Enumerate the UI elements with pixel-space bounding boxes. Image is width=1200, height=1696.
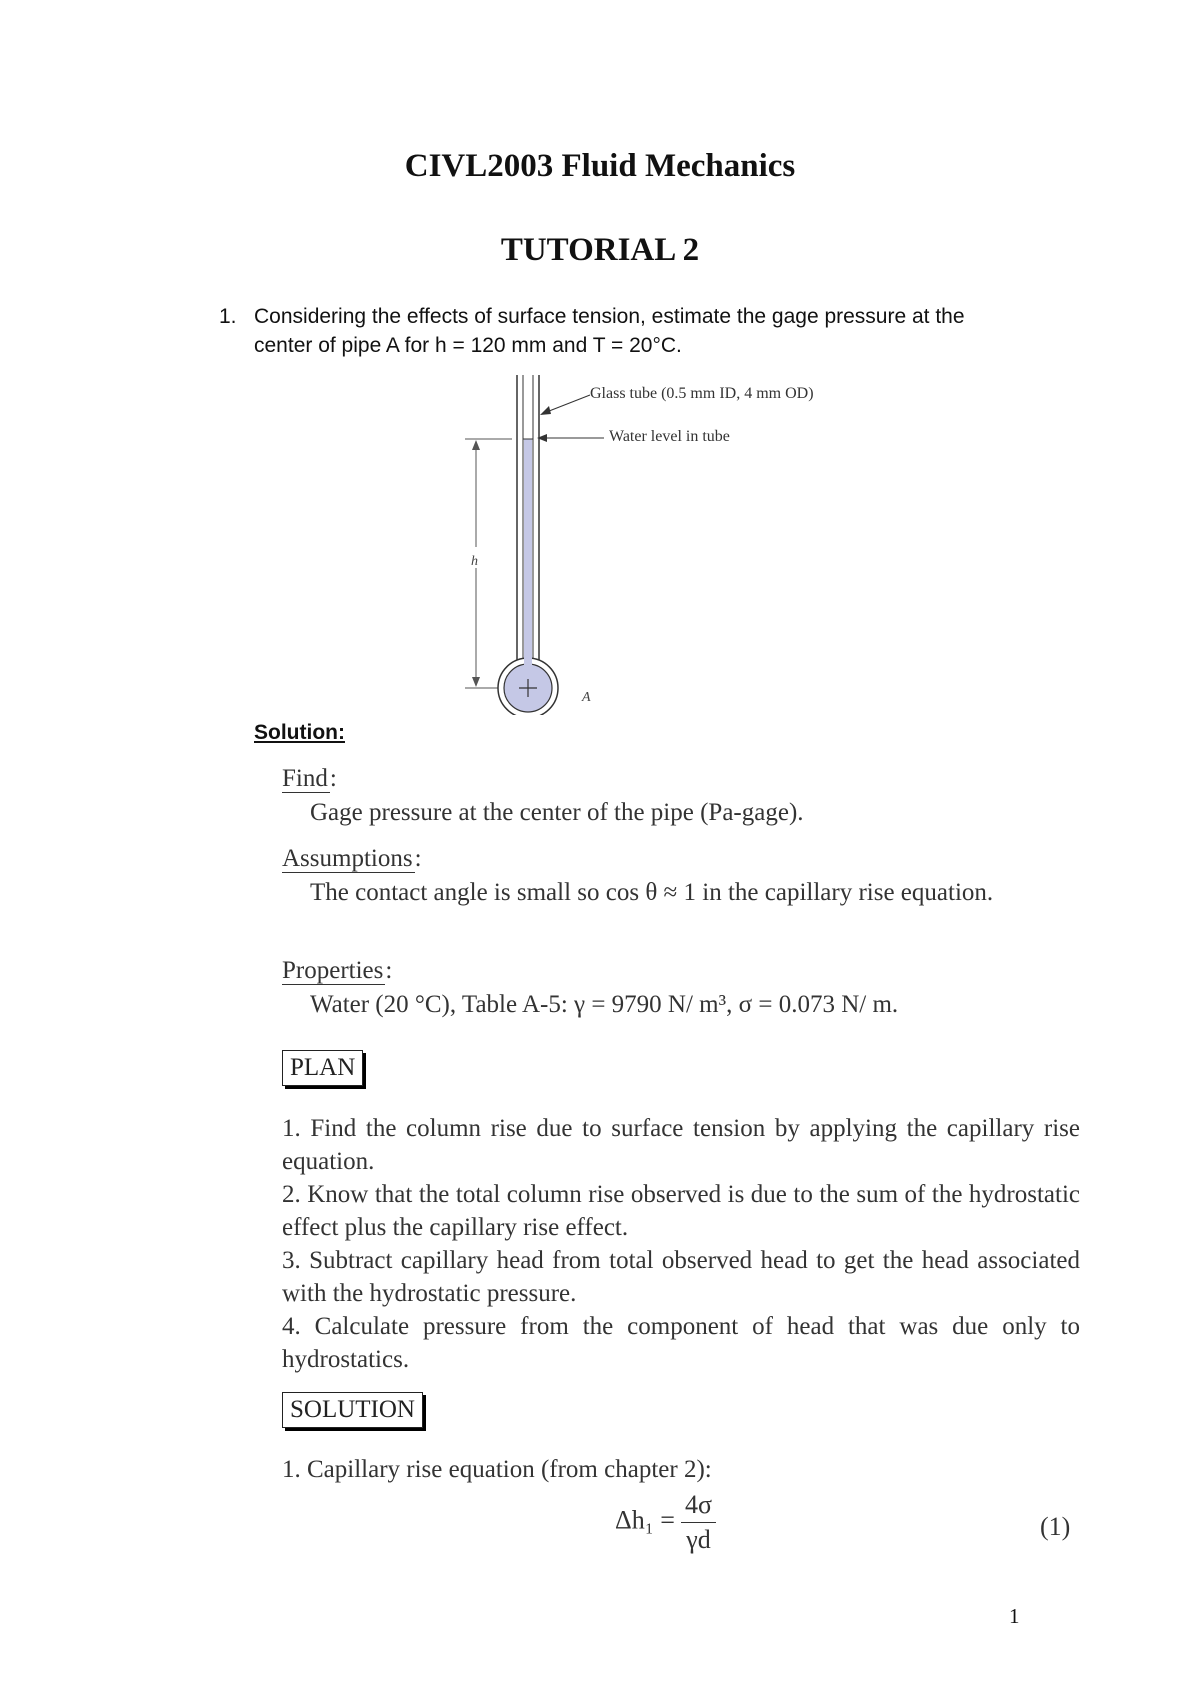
plan-step-3: 3. Subtract capillary head from total observed head to get the head associated with the hydrostatic pressure. (282, 1247, 1080, 1307)
assumptions-heading (282, 842, 422, 875)
plan-step-4: 4. Calculate pressure from the component of head that was due only to hydrostatics. (282, 1313, 1080, 1373)
find-text: Gage pressure at the center of the pipe (Pa-gage). (310, 799, 804, 826)
equation-fraction (681, 1490, 716, 1555)
glass-tube-leader (544, 395, 590, 413)
assumptions-label: Assumptions (282, 845, 413, 872)
tutorial-title: TUTORIAL 2 (500, 232, 700, 268)
question-number: 1. (219, 305, 237, 328)
tube-pipe-junction (524, 655, 532, 667)
find-heading (282, 762, 337, 795)
water-column (524, 439, 532, 669)
properties-text: Water (20 °C), Table A-5: γ = 9790 N/ m³, σ = 0.073 N/ m. (310, 991, 899, 1018)
equation-denominator: γd (686, 1525, 711, 1554)
equation-numerator: 4σ (681, 1490, 716, 1523)
solution-heading: Solution: (254, 721, 345, 744)
course-title: CIVL2003 Fluid Mechanics (404, 148, 796, 184)
plan-step-1: 1. Find the column rise due to surface tension by applying the capillary rise equation. (282, 1115, 1080, 1175)
solution-box: SOLUTION (282, 1392, 423, 1428)
water-level-label: Water level in tube (609, 428, 730, 445)
properties-colon: : (385, 957, 393, 984)
h-label: h (471, 554, 478, 569)
h-arrow-down (472, 677, 480, 687)
solution-step-1: 1. Capillary rise equation (from chapter 2): (282, 1456, 712, 1483)
plan-box: PLAN (282, 1050, 363, 1086)
glass-tube-label: Glass tube (0.5 mm ID, 4 mm OD) (590, 385, 814, 402)
capillary-equation (615, 1490, 716, 1555)
plan-step-2: 2. Know that the total column rise observed is due to the sum of the hydrostatic effect plus the capillary rise effect. (282, 1181, 1080, 1241)
page-number: 1 (1009, 1604, 1020, 1628)
plan-steps (282, 1112, 1080, 1376)
find-colon: : (329, 765, 337, 792)
glass-tube-arrowhead (540, 406, 551, 415)
find-label: Find (282, 765, 328, 792)
h-arrow-up (472, 440, 480, 450)
question-text: Considering the effects of surface tension, estimate the gage pressure at the center of pipe A for h = 120 mm and T = 20°C. (254, 305, 965, 357)
capillary-tube-figure (440, 375, 860, 715)
assumptions-colon: : (414, 845, 422, 872)
properties-heading (282, 954, 392, 987)
equation-lhs: Δh₁ = (615, 1505, 675, 1535)
equation-number: (1) (1040, 1512, 1071, 1541)
properties-label: Properties (282, 957, 384, 984)
assumptions-text: The contact angle is small so cos θ ≈ 1 in the capillary rise equation. (310, 879, 994, 906)
pipe-a-label: A (582, 690, 591, 705)
